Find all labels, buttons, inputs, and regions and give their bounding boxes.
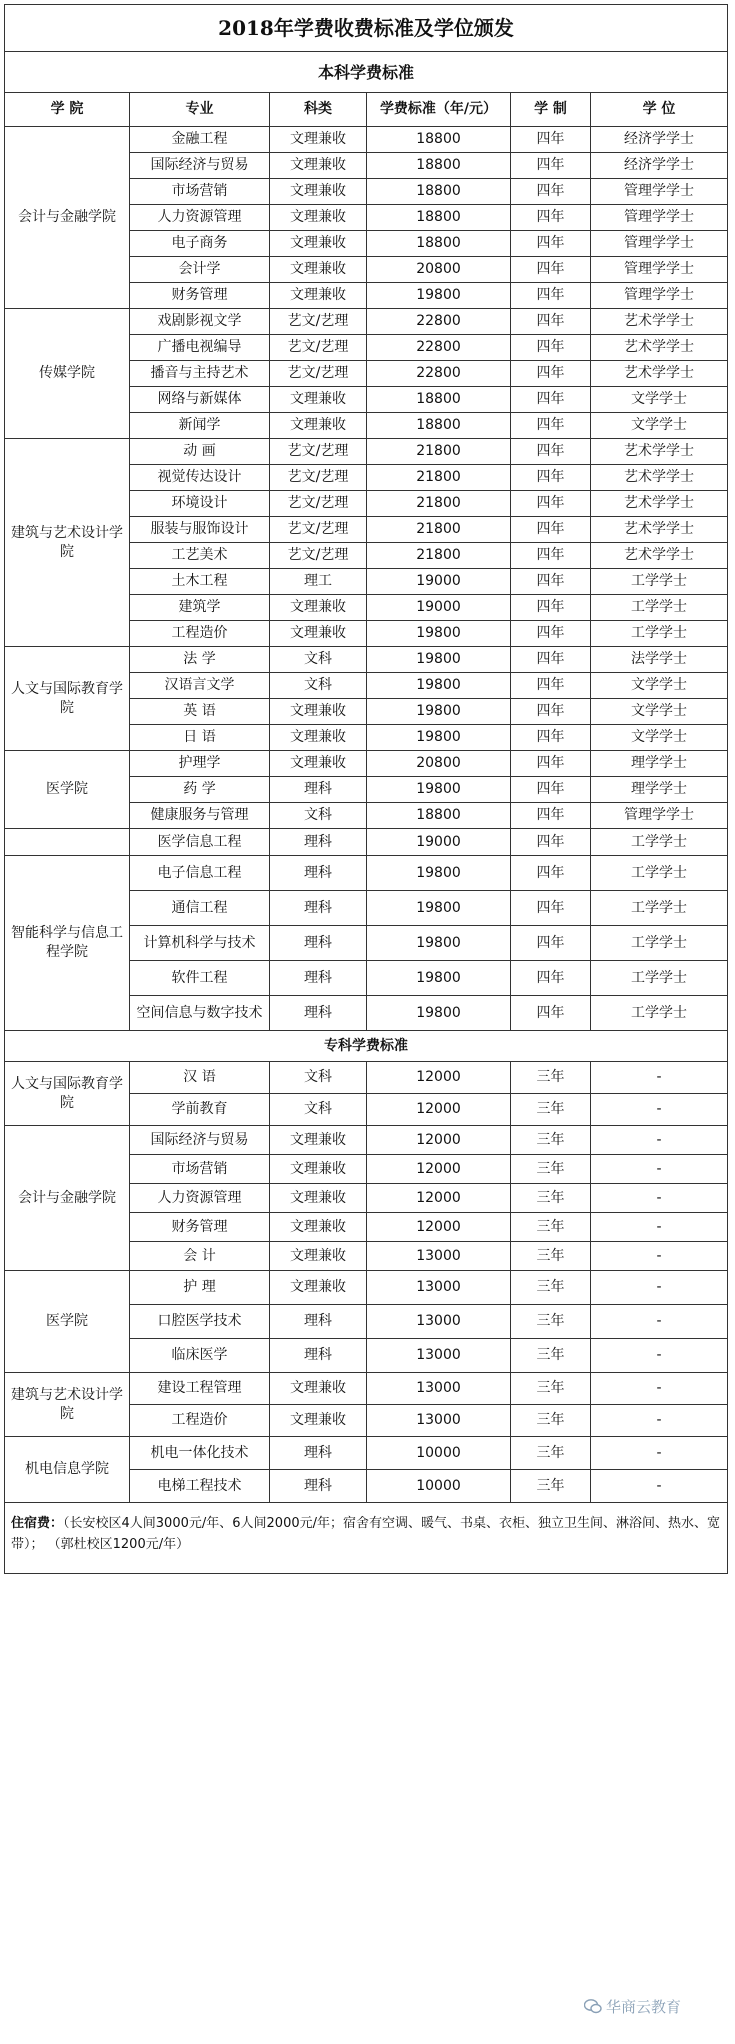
fee-cell: 19800 [367, 647, 511, 673]
major-cell: 国际经济与贸易 [130, 1126, 270, 1155]
fee-cell: 12000 [367, 1062, 511, 1094]
fee-cell: 19800 [367, 725, 511, 751]
degree-cell: 文学学士 [591, 413, 728, 439]
category-cell: 文理兼收 [270, 1373, 367, 1405]
fee-cell: 19000 [367, 829, 511, 856]
major-cell: 人力资源管理 [130, 1184, 270, 1213]
fee-cell: 10000 [367, 1437, 511, 1470]
category-cell: 文理兼收 [270, 1126, 367, 1155]
major-cell: 电子商务 [130, 231, 270, 257]
category-cell: 理科 [270, 891, 367, 926]
degree-cell: 工学学士 [591, 621, 728, 647]
duration-cell: 四年 [511, 926, 591, 961]
category-cell: 文科 [270, 1062, 367, 1094]
major-cell: 工程造价 [130, 621, 270, 647]
duration-cell: 四年 [511, 829, 591, 856]
major-cell: 网络与新媒体 [130, 387, 270, 413]
major-cell: 汉 语 [130, 1062, 270, 1094]
undergrad-section-title: 本科学费标准 [5, 52, 728, 93]
category-cell: 文理兼收 [270, 595, 367, 621]
category-cell: 理科 [270, 1305, 367, 1339]
college-cell: 机电信息学院 [5, 1437, 130, 1503]
category-cell: 文理兼收 [270, 725, 367, 751]
duration-cell: 四年 [511, 543, 591, 569]
header-row [5, 93, 728, 127]
degree-cell: 理学学士 [591, 777, 728, 803]
college-cell: 智能科学与信息工程学院 [5, 856, 130, 1031]
degree-cell: 文学学士 [591, 673, 728, 699]
duration-cell: 四年 [511, 179, 591, 205]
major-cell: 工程造价 [130, 1405, 270, 1437]
major-cell: 通信工程 [130, 891, 270, 926]
duration-cell: 四年 [511, 961, 591, 996]
category-cell: 理科 [270, 996, 367, 1031]
major-cell: 新闻学 [130, 413, 270, 439]
table-row [5, 856, 728, 891]
duration-cell: 四年 [511, 205, 591, 231]
category-cell: 艺文/艺理 [270, 465, 367, 491]
category-cell: 文理兼收 [270, 413, 367, 439]
degree-cell: 文学学士 [591, 387, 728, 413]
category-cell: 文理兼收 [270, 127, 367, 153]
degree-cell: - [591, 1437, 728, 1470]
category-cell: 理科 [270, 1437, 367, 1470]
category-cell: 文理兼收 [270, 621, 367, 647]
category-cell: 文理兼收 [270, 1213, 367, 1242]
fee-cell: 19800 [367, 777, 511, 803]
major-cell: 国际经济与贸易 [130, 153, 270, 179]
category-cell: 文科 [270, 647, 367, 673]
major-cell: 财务管理 [130, 283, 270, 309]
degree-cell: - [591, 1305, 728, 1339]
major-cell: 护理学 [130, 751, 270, 777]
degree-cell: 艺术学学士 [591, 517, 728, 543]
degree-cell: - [591, 1470, 728, 1503]
degree-cell: 文学学士 [591, 725, 728, 751]
fee-cell: 21800 [367, 491, 511, 517]
duration-cell: 三年 [511, 1094, 591, 1126]
degree-cell: - [591, 1242, 728, 1271]
fee-cell: 20800 [367, 751, 511, 777]
note-row [5, 1503, 728, 1574]
major-cell: 会计学 [130, 257, 270, 283]
degree-cell: 工学学士 [591, 569, 728, 595]
major-cell: 口腔医学技术 [130, 1305, 270, 1339]
degree-cell: 工学学士 [591, 961, 728, 996]
major-cell: 环境设计 [130, 491, 270, 517]
college-cell: 建筑与艺术设计学院 [5, 1373, 130, 1437]
header-duration: 学 制 [511, 93, 591, 127]
major-cell: 播音与主持艺术 [130, 361, 270, 387]
degree-cell: 艺术学学士 [591, 543, 728, 569]
degree-cell: 艺术学学士 [591, 465, 728, 491]
major-cell: 会 计 [130, 1242, 270, 1271]
category-cell: 文理兼收 [270, 283, 367, 309]
fee-cell: 21800 [367, 465, 511, 491]
duration-cell: 三年 [511, 1405, 591, 1437]
major-cell: 金融工程 [130, 127, 270, 153]
duration-cell: 四年 [511, 127, 591, 153]
major-cell: 护 理 [130, 1271, 270, 1305]
category-cell: 理科 [270, 777, 367, 803]
category-cell: 文理兼收 [270, 1271, 367, 1305]
duration-cell: 四年 [511, 891, 591, 926]
table-row [5, 127, 728, 153]
degree-cell: - [591, 1126, 728, 1155]
category-cell: 艺文/艺理 [270, 491, 367, 517]
duration-cell: 三年 [511, 1184, 591, 1213]
degree-cell: 管理学学士 [591, 231, 728, 257]
duration-cell: 四年 [511, 595, 591, 621]
major-cell: 建筑学 [130, 595, 270, 621]
junior-section-row [5, 1031, 728, 1062]
fee-cell: 18800 [367, 803, 511, 829]
degree-cell: 艺术学学士 [591, 309, 728, 335]
watermark [584, 1996, 681, 2017]
duration-cell: 四年 [511, 569, 591, 595]
degree-cell: 艺术学学士 [591, 361, 728, 387]
duration-cell: 四年 [511, 231, 591, 257]
major-cell: 戏剧影视文学 [130, 309, 270, 335]
major-cell: 市场营销 [130, 179, 270, 205]
major-cell: 健康服务与管理 [130, 803, 270, 829]
college-cell: 人文与国际教育学院 [5, 647, 130, 751]
category-cell: 理科 [270, 829, 367, 856]
duration-cell: 四年 [511, 673, 591, 699]
degree-cell: 法学学士 [591, 647, 728, 673]
degree-cell: 经济学学士 [591, 153, 728, 179]
major-cell: 电梯工程技术 [130, 1470, 270, 1503]
category-cell: 艺文/艺理 [270, 309, 367, 335]
fee-cell: 19000 [367, 569, 511, 595]
college-cell: 医学院 [5, 1271, 130, 1373]
duration-cell: 四年 [511, 996, 591, 1031]
header-college: 学 院 [5, 93, 130, 127]
college-cell: 医学院 [5, 751, 130, 829]
degree-cell: - [591, 1062, 728, 1094]
duration-cell: 三年 [511, 1242, 591, 1271]
duration-cell: 四年 [511, 699, 591, 725]
undergrad-section-row [5, 52, 728, 93]
degree-cell: 工学学士 [591, 595, 728, 621]
duration-cell: 三年 [511, 1213, 591, 1242]
fee-cell: 19800 [367, 621, 511, 647]
fee-cell: 21800 [367, 543, 511, 569]
fee-cell: 13000 [367, 1242, 511, 1271]
category-cell: 文理兼收 [270, 231, 367, 257]
degree-cell: 工学学士 [591, 926, 728, 961]
fee-cell: 21800 [367, 439, 511, 465]
degree-cell: 工学学士 [591, 856, 728, 891]
page-title: 2018年学费收费标准及学位颁发 [5, 5, 728, 52]
fee-cell: 19800 [367, 996, 511, 1031]
fee-sheet [4, 4, 727, 1574]
fee-cell: 10000 [367, 1470, 511, 1503]
fee-cell: 22800 [367, 309, 511, 335]
fee-cell: 18800 [367, 387, 511, 413]
major-cell: 计算机科学与技术 [130, 926, 270, 961]
category-cell: 艺文/艺理 [270, 361, 367, 387]
duration-cell: 三年 [511, 1062, 591, 1094]
fee-cell: 13000 [367, 1339, 511, 1373]
duration-cell: 四年 [511, 309, 591, 335]
category-cell: 艺文/艺理 [270, 439, 367, 465]
duration-cell: 三年 [511, 1155, 591, 1184]
fee-cell: 12000 [367, 1184, 511, 1213]
watermark-text: 华商云教育 [606, 1998, 682, 2016]
degree-cell: - [591, 1339, 728, 1373]
fee-cell: 12000 [367, 1213, 511, 1242]
fee-cell: 13000 [367, 1305, 511, 1339]
category-cell: 文理兼收 [270, 179, 367, 205]
table-row [5, 1271, 728, 1305]
college-cell: 会计与金融学院 [5, 127, 130, 309]
category-cell: 文理兼收 [270, 1155, 367, 1184]
category-cell: 文理兼收 [270, 1405, 367, 1437]
duration-cell: 三年 [511, 1437, 591, 1470]
fee-table-body [5, 5, 728, 1574]
note-text: （长安校区4人间3000元/年、6人间2000元/年；宿舍有空调、暖气、书桌、衣柜、独立卫生间、淋浴间、热水、宽带）； （郭杜校区1200元/年） [11, 1516, 720, 1552]
category-cell: 文科 [270, 1094, 367, 1126]
college-cell: 人文与国际教育学院 [5, 1062, 130, 1126]
fee-cell: 12000 [367, 1094, 511, 1126]
degree-cell: 管理学学士 [591, 283, 728, 309]
duration-cell: 三年 [511, 1271, 591, 1305]
duration-cell: 四年 [511, 387, 591, 413]
fee-cell: 19800 [367, 699, 511, 725]
duration-cell: 四年 [511, 439, 591, 465]
duration-cell: 四年 [511, 465, 591, 491]
degree-cell: - [591, 1155, 728, 1184]
fee-cell: 18800 [367, 205, 511, 231]
category-cell: 文科 [270, 803, 367, 829]
major-cell: 视觉传达设计 [130, 465, 270, 491]
fee-cell: 19800 [367, 856, 511, 891]
fee-cell: 19800 [367, 961, 511, 996]
duration-cell: 四年 [511, 647, 591, 673]
degree-cell: - [591, 1094, 728, 1126]
degree-cell: 文学学士 [591, 699, 728, 725]
table-row [5, 439, 728, 465]
fee-cell: 18800 [367, 153, 511, 179]
junior-section-title: 专科学费标准 [5, 1031, 728, 1062]
duration-cell: 四年 [511, 413, 591, 439]
category-cell: 艺文/艺理 [270, 543, 367, 569]
major-cell: 英 语 [130, 699, 270, 725]
major-cell: 法 学 [130, 647, 270, 673]
category-cell: 文理兼收 [270, 205, 367, 231]
degree-cell: 管理学学士 [591, 205, 728, 231]
degree-cell: 工学学士 [591, 829, 728, 856]
duration-cell: 四年 [511, 517, 591, 543]
fee-table [4, 4, 728, 1574]
fee-cell: 22800 [367, 335, 511, 361]
table-row [5, 309, 728, 335]
fee-cell: 19800 [367, 673, 511, 699]
fee-cell: 18800 [367, 179, 511, 205]
fee-cell: 21800 [367, 517, 511, 543]
degree-cell: - [591, 1373, 728, 1405]
college-cell [5, 829, 130, 856]
major-cell: 临床医学 [130, 1339, 270, 1373]
fee-cell: 19800 [367, 891, 511, 926]
duration-cell: 四年 [511, 725, 591, 751]
table-row [5, 1126, 728, 1155]
header-fee: 学费标准（年/元） [367, 93, 511, 127]
category-cell: 艺文/艺理 [270, 517, 367, 543]
major-cell: 服装与服饰设计 [130, 517, 270, 543]
fee-cell: 13000 [367, 1271, 511, 1305]
degree-cell: 艺术学学士 [591, 439, 728, 465]
major-cell: 土木工程 [130, 569, 270, 595]
category-cell: 文理兼收 [270, 387, 367, 413]
major-cell: 机电一体化技术 [130, 1437, 270, 1470]
duration-cell: 四年 [511, 621, 591, 647]
category-cell: 艺文/艺理 [270, 335, 367, 361]
category-cell: 文理兼收 [270, 153, 367, 179]
major-cell: 电子信息工程 [130, 856, 270, 891]
category-cell: 理科 [270, 926, 367, 961]
fee-cell: 12000 [367, 1126, 511, 1155]
degree-cell: 管理学学士 [591, 179, 728, 205]
fee-cell: 22800 [367, 361, 511, 387]
fee-cell: 18800 [367, 413, 511, 439]
fee-cell: 13000 [367, 1373, 511, 1405]
major-cell: 建设工程管理 [130, 1373, 270, 1405]
duration-cell: 三年 [511, 1126, 591, 1155]
college-cell: 传媒学院 [5, 309, 130, 439]
category-cell: 文理兼收 [270, 257, 367, 283]
wechat-icon [584, 1999, 602, 2014]
duration-cell: 四年 [511, 491, 591, 517]
category-cell: 理科 [270, 1470, 367, 1503]
fee-cell: 19000 [367, 595, 511, 621]
degree-cell: 管理学学士 [591, 803, 728, 829]
major-cell: 软件工程 [130, 961, 270, 996]
major-cell: 人力资源管理 [130, 205, 270, 231]
major-cell: 市场营销 [130, 1155, 270, 1184]
college-cell: 建筑与艺术设计学院 [5, 439, 130, 647]
duration-cell: 三年 [511, 1305, 591, 1339]
degree-cell: 理学学士 [591, 751, 728, 777]
major-cell: 日 语 [130, 725, 270, 751]
major-cell: 药 学 [130, 777, 270, 803]
table-row [5, 1437, 728, 1470]
major-cell: 医学信息工程 [130, 829, 270, 856]
category-cell: 文理兼收 [270, 1184, 367, 1213]
duration-cell: 四年 [511, 856, 591, 891]
duration-cell: 四年 [511, 777, 591, 803]
fee-cell: 19800 [367, 926, 511, 961]
category-cell: 文理兼收 [270, 699, 367, 725]
degree-cell: - [591, 1184, 728, 1213]
duration-cell: 四年 [511, 361, 591, 387]
degree-cell: 管理学学士 [591, 257, 728, 283]
duration-cell: 四年 [511, 257, 591, 283]
duration-cell: 四年 [511, 751, 591, 777]
accommodation-note [5, 1503, 728, 1574]
table-row [5, 1373, 728, 1405]
duration-cell: 四年 [511, 153, 591, 179]
degree-cell: - [591, 1405, 728, 1437]
fee-cell: 18800 [367, 127, 511, 153]
duration-cell: 三年 [511, 1339, 591, 1373]
note-label: 住宿费： [11, 1516, 64, 1531]
degree-cell: - [591, 1213, 728, 1242]
fee-cell: 18800 [367, 231, 511, 257]
degree-cell: 艺术学学士 [591, 491, 728, 517]
title-row [5, 5, 728, 52]
degree-cell: 工学学士 [591, 996, 728, 1031]
table-row [5, 1062, 728, 1094]
category-cell: 理科 [270, 856, 367, 891]
category-cell: 文科 [270, 673, 367, 699]
header-degree: 学 位 [591, 93, 728, 127]
table-row [5, 751, 728, 777]
degree-cell: - [591, 1271, 728, 1305]
fee-cell: 19800 [367, 283, 511, 309]
duration-cell: 四年 [511, 335, 591, 361]
category-cell: 文理兼收 [270, 751, 367, 777]
table-row [5, 647, 728, 673]
major-cell: 空间信息与数字技术 [130, 996, 270, 1031]
fee-cell: 20800 [367, 257, 511, 283]
duration-cell: 三年 [511, 1470, 591, 1503]
degree-cell: 经济学学士 [591, 127, 728, 153]
category-cell: 理工 [270, 569, 367, 595]
duration-cell: 四年 [511, 803, 591, 829]
major-cell: 学前教育 [130, 1094, 270, 1126]
major-cell: 动 画 [130, 439, 270, 465]
major-cell: 广播电视编导 [130, 335, 270, 361]
major-cell: 财务管理 [130, 1213, 270, 1242]
fee-cell: 13000 [367, 1405, 511, 1437]
header-major: 专业 [130, 93, 270, 127]
degree-cell: 工学学士 [591, 891, 728, 926]
degree-cell: 艺术学学士 [591, 335, 728, 361]
category-cell: 理科 [270, 1339, 367, 1373]
college-cell: 会计与金融学院 [5, 1126, 130, 1271]
duration-cell: 三年 [511, 1373, 591, 1405]
major-cell: 工艺美术 [130, 543, 270, 569]
category-cell: 理科 [270, 961, 367, 996]
table-row [5, 829, 728, 856]
major-cell: 汉语言文学 [130, 673, 270, 699]
duration-cell: 四年 [511, 283, 591, 309]
fee-cell: 12000 [367, 1155, 511, 1184]
category-cell: 文理兼收 [270, 1242, 367, 1271]
header-category: 科类 [270, 93, 367, 127]
